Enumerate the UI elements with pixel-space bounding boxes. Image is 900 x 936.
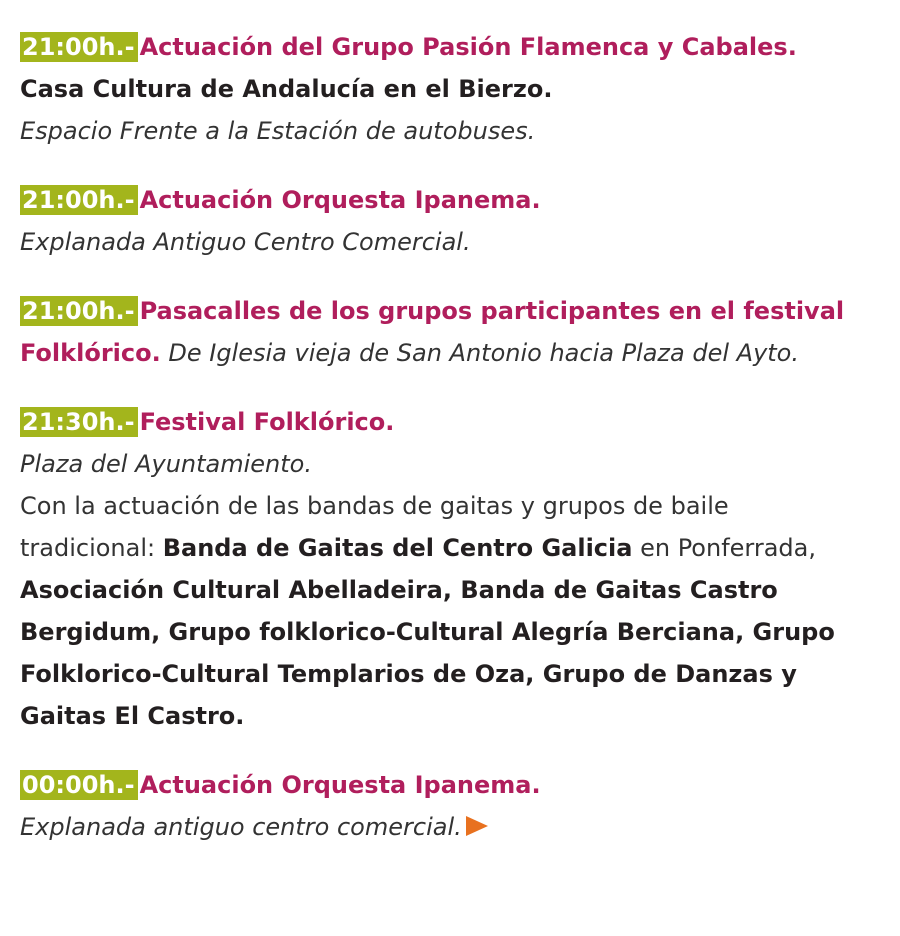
- event-description: en Ponferrada,: [632, 534, 817, 562]
- performer-name: Banda de Gaitas del Centro Galicia: [162, 534, 633, 562]
- event-1-organizer: [20, 68, 900, 110]
- event-place: Espacio Frente a la Estación de autobuses.: [20, 117, 536, 145]
- event-3-heading: [20, 290, 900, 332]
- event-place: Explanada Antiguo Centro Comercial.: [20, 228, 471, 256]
- event-title: Actuación Orquesta Ipanema.: [139, 771, 541, 799]
- event-title: Actuación del Grupo Pasión Flamenca y Cabales.: [139, 33, 797, 61]
- event-title: Festival Folklórico.: [139, 408, 395, 436]
- time-badge: 21:00h.-: [20, 32, 138, 62]
- performer-names: Bergidum, Grupo folklorico-Cultural Alegría Berciana, Grupo: [20, 618, 835, 646]
- event-title: Pasacalles de los grupos participantes en el festival: [139, 297, 845, 325]
- event-2-place: [20, 221, 900, 263]
- event-2: [20, 179, 900, 263]
- event-2-heading: [20, 179, 900, 221]
- event-3-heading-cont: [20, 332, 900, 374]
- event-place: Plaza del Ayuntamiento.: [20, 450, 312, 478]
- time-badge: 00:00h.-: [20, 770, 138, 800]
- event-place: Explanada antiguo centro comercial.: [20, 813, 462, 841]
- event-4-desc-4: [20, 611, 900, 653]
- performer-names: Asociación Cultural Abelladeira, Banda de Gaitas Castro: [20, 576, 778, 604]
- event-organizer: Casa Cultura de Andalucía en el Bierzo.: [20, 75, 553, 103]
- time-badge: 21:00h.-: [20, 185, 138, 215]
- performer-names: Gaitas El Castro.: [20, 702, 245, 730]
- event-1-heading: [20, 26, 900, 68]
- event-4-heading: [20, 401, 900, 443]
- performer-names: Folklorico-Cultural Templarios de Oza, Grupo de Danzas y: [20, 660, 797, 688]
- event-title-continued: Folklórico.: [20, 339, 161, 367]
- event-4-desc-2: [20, 527, 900, 569]
- time-badge: 21:00h.-: [20, 296, 138, 326]
- event-4-desc-1: [20, 485, 900, 527]
- time-badge: 21:30h.-: [20, 407, 138, 437]
- event-5-place: [20, 806, 900, 848]
- event-1-place: [20, 110, 900, 152]
- event-4-desc-6: [20, 695, 900, 737]
- event-place: De Iglesia vieja de San Antonio hacia Plaza del Ayto.: [168, 339, 799, 367]
- event-4: [20, 401, 900, 737]
- event-5: [20, 764, 900, 848]
- play-arrow-icon[interactable]: [466, 816, 488, 836]
- event-5-heading: [20, 764, 900, 806]
- event-4-desc-5: [20, 653, 900, 695]
- event-4-desc-3: [20, 569, 900, 611]
- event-4-place: [20, 443, 900, 485]
- event-description: tradicional:: [20, 534, 163, 562]
- event-description: Con la actuación de las bandas de gaitas y grupos de baile: [20, 492, 729, 520]
- event-1: [20, 26, 900, 152]
- event-3: [20, 290, 900, 374]
- event-title: Actuación Orquesta Ipanema.: [139, 186, 541, 214]
